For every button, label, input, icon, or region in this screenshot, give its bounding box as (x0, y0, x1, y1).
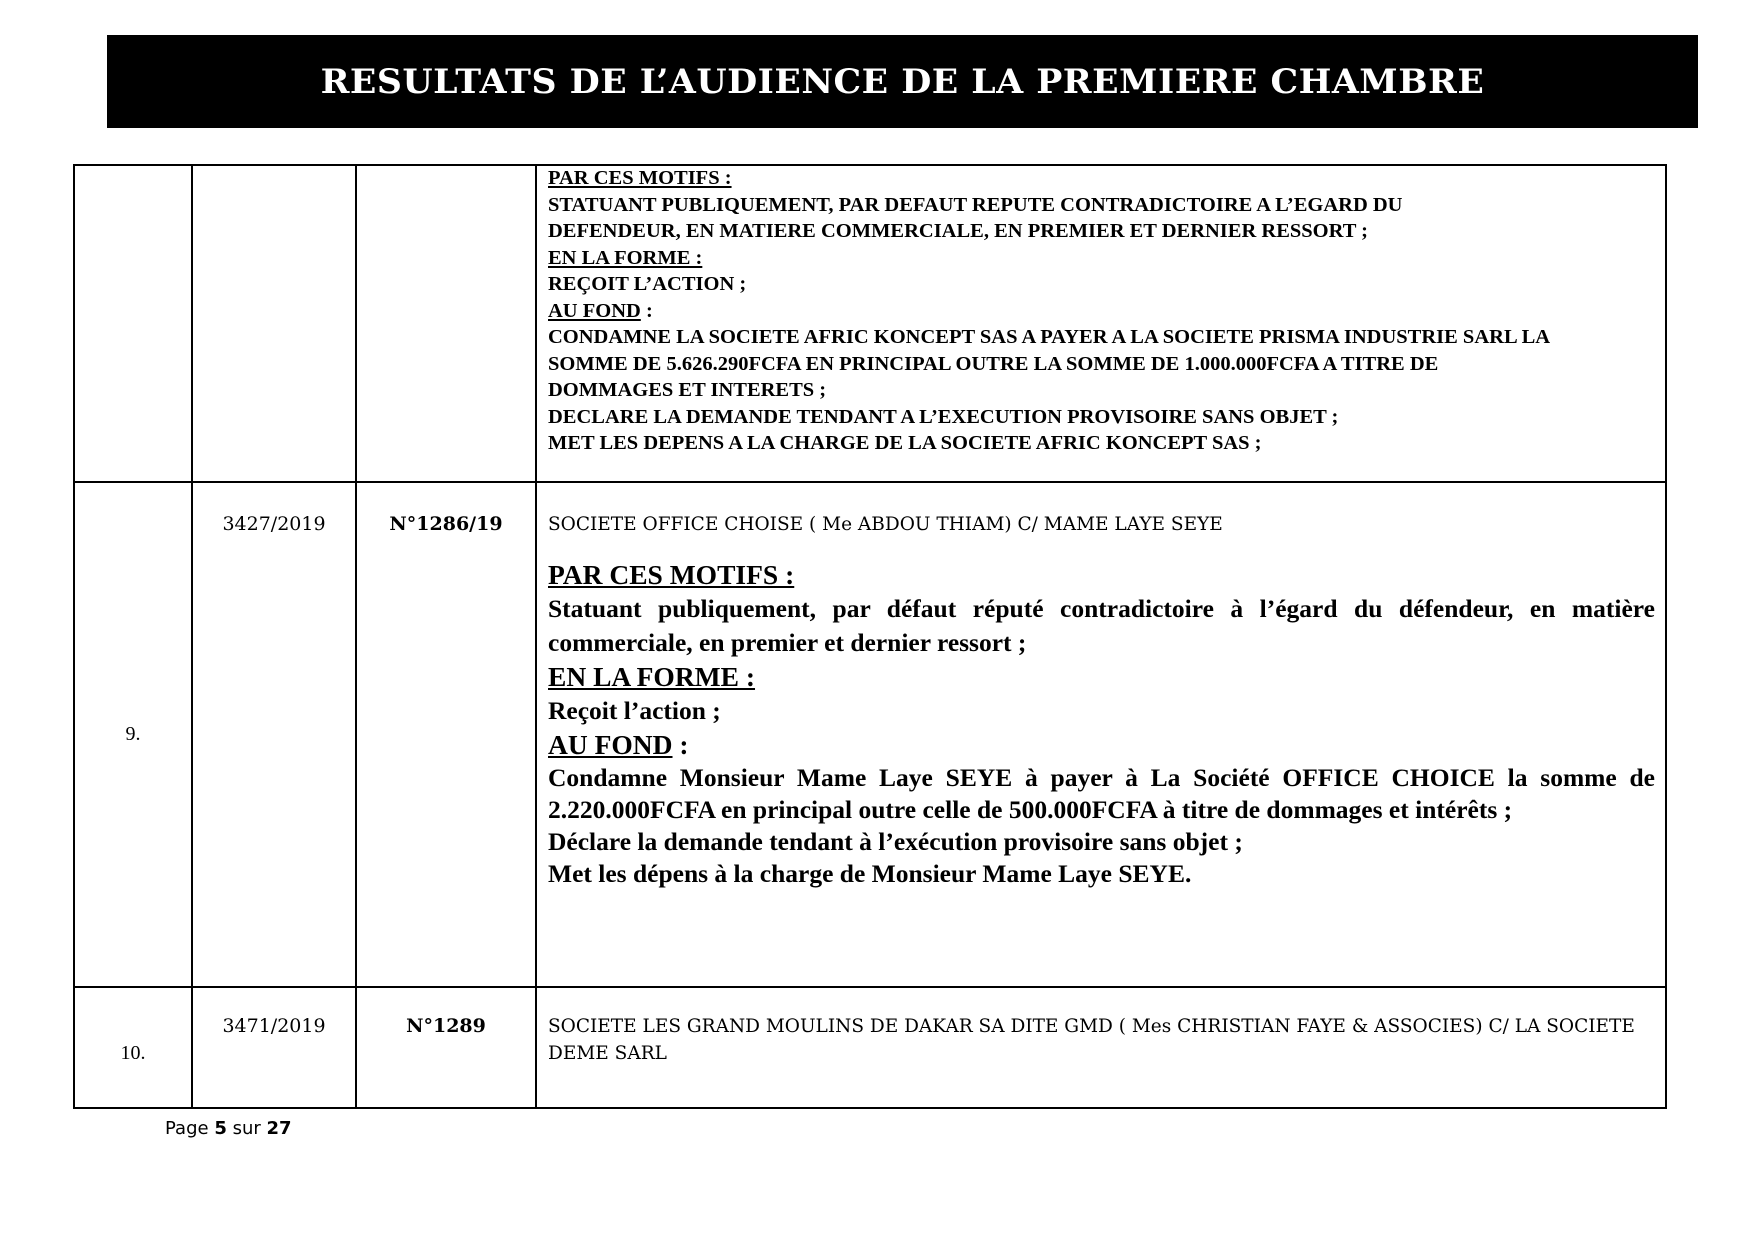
page-footer (165, 1118, 292, 1139)
judgment-cell (356, 987, 536, 1108)
decision-cell (536, 165, 1666, 482)
results-table (73, 164, 1667, 1109)
role-number: 3471/2019 (222, 1015, 326, 1037)
decision-line: MET LES DEPENS A LA CHARGE DE LA SOCIETE AFRIC KONCEPT SAS ; (548, 432, 1262, 454)
decision-cell (536, 987, 1666, 1108)
fond-heading-line (548, 298, 1655, 325)
table-row (74, 165, 1666, 482)
motifs-heading: PAR CES MOTIFS : (548, 559, 795, 590)
footer-middle: sur (226, 1118, 267, 1139)
page-total: 27 (266, 1118, 292, 1139)
decision-recoit: Reçoit l’action ; (548, 696, 721, 725)
page-current: 5 (214, 1118, 227, 1139)
parties: SOCIETE OFFICE CHOISE ( Me ABDOU THIAM) C/ MAME LAYE SEYE (548, 514, 1223, 535)
fond-heading: AU FOND (548, 299, 641, 322)
role-cell (192, 987, 356, 1108)
decision-text (548, 165, 1655, 457)
page-title: RESULTATS DE L’AUDIENCE DE LA PREMIERE CHAMBRE (320, 61, 1485, 102)
footer-prefix: Page (165, 1118, 215, 1139)
decision-line: DEFENDEUR, EN MATIERE COMMERCIALE, EN PREMIER ET DERNIER RESSORT ; (548, 220, 1368, 242)
fond-heading-line (548, 728, 1655, 762)
judgment-cell (356, 165, 536, 482)
role-cell (192, 482, 356, 987)
case-number: 10. (120, 1042, 146, 1064)
decision-line: SOMME DE 5.626.290FCFA EN PRINCIPAL OUTRE LA SOMME DE 1.000.000FCFA A TITRE DE (548, 352, 1439, 375)
table-row (74, 987, 1666, 1108)
table-row (74, 482, 1666, 987)
decision-line: STATUANT PUBLIQUEMENT, PAR DEFAUT REPUTE CONTRADICTOIRE A L’EGARD DU (548, 193, 1403, 216)
decision-statuant: Statuant publiquement, par défaut réputé contradictoire à l’égard du défendeur, en matière commerciale, en premier et dernier ressort ; (548, 594, 1655, 657)
decision-condamne: Condamne Monsieur Mame Laye SEYE à payer à La Société OFFICE CHOICE la somme de 2.220.000FCFA en principal outre celle de 500.000FCFA à titre de dommages et intérêts ; (548, 763, 1655, 824)
fond-heading: AU FOND (548, 729, 673, 760)
decision-line: DOMMAGES ET INTERETS ; (548, 379, 827, 401)
judgment-cell (356, 482, 536, 987)
role-cell (192, 165, 356, 482)
parties: SOCIETE LES GRAND MOULINS DE DAKAR SA DITE GMD ( Mes CHRISTIAN FAYE & ASSOCIES) C/ LA SOCIETE DEME SARL (548, 1016, 1635, 1064)
judgment-number: N°1289 (406, 1015, 486, 1037)
number-cell (74, 987, 192, 1108)
role-number: 3427/2019 (222, 513, 326, 535)
judgment-number: N°1286/19 (389, 513, 503, 535)
decision-line: DECLARE LA DEMANDE TENDANT A L’EXECUTION PROVISOIRE SANS OBJET ; (548, 405, 1339, 428)
page-header-banner (107, 35, 1698, 128)
number-cell (74, 482, 192, 987)
fond-suffix: : (672, 729, 689, 760)
decision-line: CONDAMNE LA SOCIETE AFRIC KONCEPT SAS A PAYER A LA SOCIETE PRISMA INDUSTRIE SARL LA (548, 326, 1551, 348)
motifs-heading: PAR CES MOTIFS : (548, 167, 732, 189)
forme-heading: EN LA FORME : (548, 246, 703, 269)
decision-line: REÇOIT L’ACTION ; (548, 273, 747, 295)
forme-heading: EN LA FORME : (548, 661, 756, 692)
decision-declare: Déclare la demande tendant à l’exécution provisoire sans objet ; (548, 827, 1243, 856)
decision-cell (536, 482, 1666, 987)
fond-suffix: : (640, 299, 653, 322)
decision-text (548, 558, 1655, 890)
number-cell (74, 165, 192, 482)
case-number: 9. (125, 723, 141, 745)
decision-depens: Met les dépens à la charge de Monsieur Mame Laye SEYE. (548, 859, 1192, 888)
